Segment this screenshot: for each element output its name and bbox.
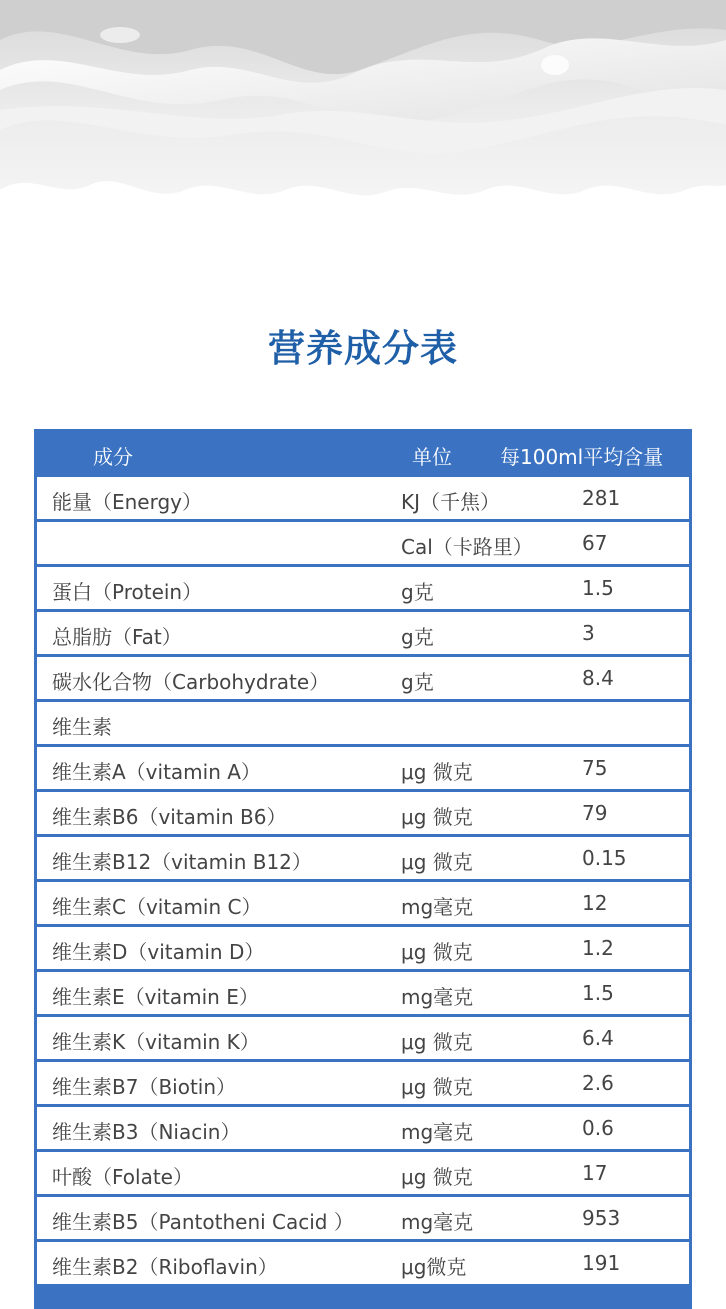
table-row — [37, 1062, 689, 1104]
table-row — [37, 657, 689, 699]
table-row — [37, 477, 689, 519]
milk-splash-banner — [0, 0, 726, 225]
cell-unit: μg 微克 — [401, 1165, 473, 1189]
cell-value: 1.5 — [582, 981, 614, 1005]
cell-value: 2.6 — [582, 1071, 614, 1095]
cell-value: 79 — [582, 801, 608, 825]
cell-value: 191 — [582, 1251, 621, 1275]
cell-unit: μg 微克 — [401, 1030, 473, 1054]
cell-value: 281 — [582, 486, 621, 510]
cell-value: 0.15 — [582, 846, 627, 870]
table-row — [37, 792, 689, 834]
table-row — [37, 747, 689, 789]
cell-unit: KJ（千焦） — [401, 490, 501, 514]
table-header-row — [34, 429, 692, 476]
table-row — [37, 1242, 689, 1284]
cell-name: 维生素 — [52, 715, 112, 739]
cell-value: 12 — [582, 891, 608, 915]
table-row — [37, 567, 689, 609]
cell-name: 叶酸（Folate） — [52, 1165, 193, 1189]
cell-value: 6.4 — [582, 1026, 614, 1050]
table-row — [37, 972, 689, 1014]
table-row — [37, 837, 689, 879]
cell-unit: μg 微克 — [401, 760, 473, 784]
table-row — [37, 612, 689, 654]
cell-name: 维生素D（vitamin D） — [52, 940, 265, 964]
cell-unit: mg毫克 — [401, 895, 474, 919]
cell-value: 75 — [582, 756, 608, 780]
cell-value: 1.5 — [582, 576, 614, 600]
cell-name: 维生素B6（vitamin B6） — [52, 805, 287, 829]
cell-unit: μg 微克 — [401, 1075, 473, 1099]
cell-name: 维生素B2（Riboflavin） — [52, 1255, 278, 1279]
cell-unit: Cal（卡路里） — [401, 535, 533, 559]
nutrition-table — [34, 429, 692, 1309]
cell-name: 维生素B3（Niacin） — [52, 1120, 241, 1144]
cell-value: 1.2 — [582, 936, 614, 960]
cell-value: 953 — [582, 1206, 621, 1230]
cell-unit: μg 微克 — [401, 940, 473, 964]
table-row — [37, 702, 689, 744]
cell-name: 维生素E（vitamin E） — [52, 985, 259, 1009]
cell-unit: mg毫克 — [401, 985, 474, 1009]
table-row — [37, 927, 689, 969]
cell-unit: μg微克 — [401, 1255, 467, 1279]
table-row — [37, 522, 689, 564]
cell-value: 0.6 — [582, 1116, 614, 1140]
cell-value: 3 — [582, 621, 595, 645]
cell-unit: g克 — [401, 670, 434, 694]
cell-unit: mg毫克 — [401, 1120, 474, 1144]
header-name: 成分 — [93, 445, 133, 469]
cell-unit: μg 微克 — [401, 850, 473, 874]
cell-value: 67 — [582, 531, 608, 555]
cell-unit: μg 微克 — [401, 805, 473, 829]
table-row — [37, 1107, 689, 1149]
page-title: 营养成分表 — [268, 327, 458, 370]
cell-unit: g克 — [401, 580, 434, 604]
cell-name: 碳水化合物（Carbohydrate） — [52, 670, 330, 694]
header-value: 每100ml平均含量 — [500, 445, 664, 469]
cell-name: 总脂肪（Fat） — [52, 625, 182, 649]
table-row — [37, 1197, 689, 1239]
cell-name: 能量（Energy） — [52, 490, 203, 514]
cell-value: 17 — [582, 1161, 608, 1185]
cell-name: 蛋白（Protein） — [52, 580, 203, 604]
cell-name: 维生素K（vitamin K） — [52, 1030, 260, 1054]
cell-name: 维生素C（vitamin C） — [52, 895, 262, 919]
table-row — [37, 1017, 689, 1059]
cell-name: 维生素B12（vitamin B12） — [52, 850, 312, 874]
cell-unit: mg毫克 — [401, 1210, 474, 1234]
cell-name: 维生素B5（Pantotheni Cacid ） — [52, 1210, 354, 1234]
table-row — [37, 1152, 689, 1194]
cell-name: 维生素A（vitamin A） — [52, 760, 261, 784]
cell-unit: g克 — [401, 625, 434, 649]
table-row — [37, 882, 689, 924]
cell-name: 维生素B7（Biotin） — [52, 1075, 237, 1099]
cell-value: 8.4 — [582, 666, 614, 690]
header-unit: 单位 — [412, 445, 452, 469]
